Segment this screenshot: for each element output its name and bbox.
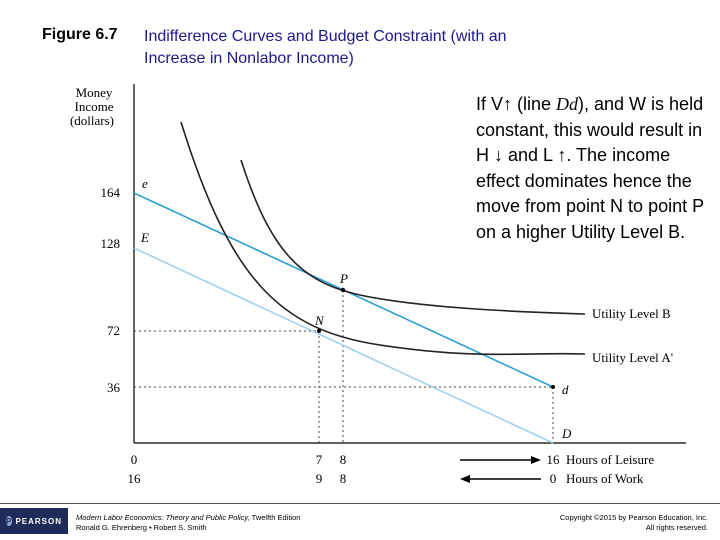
label-d: d <box>562 382 569 397</box>
pearson-circle-icon: P <box>6 516 13 526</box>
book-authors: Ronald G. Ehrenberg • Robert S. Smith <box>76 523 207 532</box>
figure-title-line2: Increase in Nonlabor Income) <box>144 50 354 67</box>
footer-book-info <box>76 513 300 533</box>
rights-line: All rights reserved. <box>645 523 708 532</box>
utility-curve-a <box>181 122 585 354</box>
label-E: E <box>141 230 149 245</box>
book-edition: Twelfth Edition <box>249 513 301 522</box>
book-title: Modern Labor Economics: Theory and Public Policy, <box>76 513 250 522</box>
x-tick-leisure-16: 16 <box>546 452 560 467</box>
publisher-logo <box>6 511 62 531</box>
publisher-name: PEARSON <box>15 516 62 526</box>
footer-divider <box>0 503 720 504</box>
utility-curve-b <box>241 160 585 314</box>
explanation-part1: If V↑ (line <box>476 94 557 114</box>
label-N: N <box>315 313 324 328</box>
y-tick-164: 164 <box>100 185 120 200</box>
point-N <box>317 329 321 333</box>
point-d <box>551 385 555 389</box>
x-tick-leisure-0: 0 <box>130 452 138 467</box>
x-tick-leisure-8: 8 <box>339 452 347 467</box>
x-axis-label-leisure: Hours of Leisure <box>566 452 655 467</box>
y-axis-label-line2: Income <box>74 99 114 114</box>
x-tick-work-9: 9 <box>315 471 323 486</box>
arrow-left-work-icon <box>460 475 541 483</box>
x-tick-work-8: 8 <box>339 471 347 486</box>
x-axis-label-work: Hours of Work <box>566 471 644 486</box>
figure-title-line1: Indifference Curves and Budget Constraint (with an <box>144 28 507 45</box>
explanation-part2: ), and W is held constant, this would result in H ↓ and L ↑. The income effect dominates hence the move from point N to point P on a higher Utility Level B. <box>476 94 704 242</box>
x-tick-leisure-7: 7 <box>315 452 323 467</box>
y-axis-label-line3: (dollars) <box>69 113 115 128</box>
y-tick-36: 36 <box>107 380 120 395</box>
x-tick-work-0: 0 <box>549 471 557 486</box>
y-tick-128: 128 <box>100 236 120 251</box>
y-tick-72: 72 <box>107 323 120 338</box>
footer-copyright <box>560 513 708 533</box>
y-axis-label-line1: Money <box>75 85 113 100</box>
explanation-dd: Dd <box>556 94 579 114</box>
label-D: D <box>562 426 572 441</box>
x-tick-work-16: 16 <box>127 471 141 486</box>
label-P: P <box>340 271 348 286</box>
label-e: e <box>142 176 148 191</box>
figure-number: Figure 6.7 <box>42 26 118 43</box>
arrow-right-leisure-icon <box>460 456 541 464</box>
point-P <box>341 288 345 292</box>
copyright-line: Copyright ©2015 by Pearson Education, Inc. <box>559 513 708 522</box>
label-utility-b: Utility Level B <box>592 306 671 321</box>
label-utility-a: Utility Level A' <box>592 350 674 365</box>
